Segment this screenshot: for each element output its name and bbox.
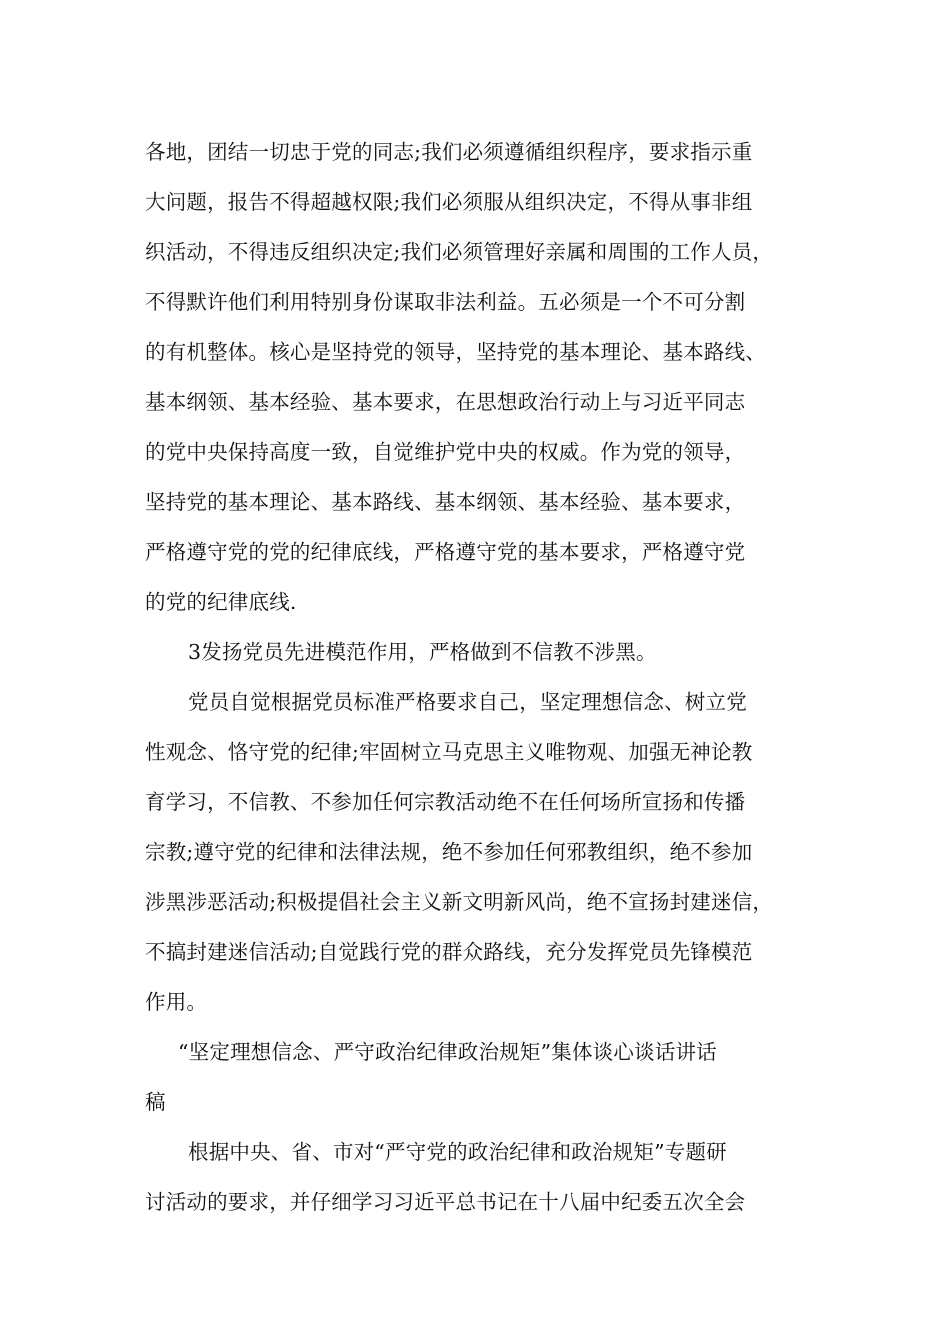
- text-line: 不搞封建迷信活动;自觉践行党的群众路线，充分发挥党员先锋模范: [145, 940, 753, 964]
- text-line: 的党中央保持高度一致，自觉维护党中央的权威。作为党的领导，: [145, 440, 746, 464]
- text-line: 不得默许他们利用特别身份谋取非法利益。五必须是一个不可分割: [145, 290, 746, 314]
- text-line: 的党的纪律底线.: [145, 590, 297, 614]
- document-title: 稿: [145, 1090, 166, 1114]
- text-line: 作用。: [145, 990, 208, 1014]
- text-line: 宗教;遵守党的纪律和法律法规，绝不参加任何邪教组织，绝不参加: [145, 840, 753, 864]
- section-heading: 3发扬党员先进模范作用，严格做到不信教不涉黑。: [188, 640, 657, 664]
- text-line: 的有机整体。核心是坚持党的领导，坚持党的基本理论、基本路线、: [145, 340, 766, 364]
- text-line: 性观念、恪守党的纪律;牢固树立马克思主义唯物观、加强无神论教: [145, 740, 753, 764]
- text-line: 基本纲领、基本经验、基本要求，在思想政治行动上与习近平同志: [145, 390, 746, 414]
- text-line: 党员自觉根据党员标准严格要求自己，坚定理想信念、树立党: [188, 690, 747, 714]
- text-line: 涉黑涉恶活动;积极提倡社会主义新文明新风尚，绝不宣扬封建迷信，: [145, 890, 774, 914]
- text-line: 讨活动的要求，并仔细学习习近平总书记在十八届中纪委五次全会: [145, 1190, 746, 1214]
- text-line: 各地，团结一切忠于党的同志;我们必须遵循组织程序，要求指示重: [145, 140, 753, 164]
- text-line: 坚持党的基本理论、基本路线、基本纲领、基本经验、基本要求，: [145, 490, 746, 514]
- text-line: 根据中央、省、市对“严守党的政治纪律和政治规矩”专题研: [188, 1140, 727, 1164]
- document-title: “坚定理想信念、严守政治纪律政治规矩”集体谈心谈话讲话: [178, 1040, 717, 1064]
- text-line: 育学习，不信教、不参加任何宗教活动绝不在任何场所宣扬和传播: [145, 790, 746, 814]
- text-line: 织活动，不得违反组织决定;我们必须管理好亲属和周围的工作人员，: [145, 240, 774, 264]
- text-line: 严格遵守党的党的纪律底线，严格遵守党的基本要求，严格遵守党: [145, 540, 746, 564]
- text-line: 大问题，报告不得超越权限;我们必须服从组织决定，不得从事非组: [145, 190, 753, 214]
